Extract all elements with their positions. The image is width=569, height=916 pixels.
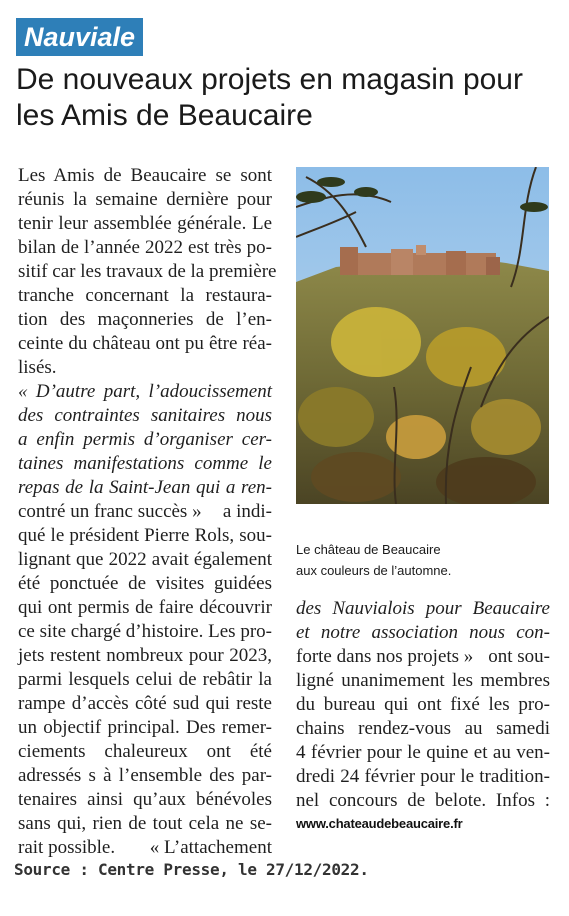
quote-line: « D’autre part, l’adoucissement xyxy=(18,381,272,402)
quote-line: a enfin permis d’organiser cer- xyxy=(18,429,272,450)
mixed-line xyxy=(18,837,272,859)
body-line: qui ont permis de faire découvrir xyxy=(18,597,272,618)
body-line: parmi lesquels celui de rebâtir la xyxy=(18,669,272,690)
body-fragment: ont sou- xyxy=(488,646,550,667)
body-line: 4 février pour le quine et au ven- xyxy=(296,742,550,763)
body-line: jets restent nombreux pour 2023, xyxy=(18,645,272,666)
body-line: sans qui, rien de tout cela ne se- xyxy=(18,813,272,834)
body-line: ceinte du château ont pu être réa- xyxy=(18,333,272,354)
body-line: sitif car les travaux de la première xyxy=(18,261,277,282)
quote-line: repas de la Saint-Jean qui a ren- xyxy=(18,477,272,498)
body-line: un objectif principal. Des remer- xyxy=(18,717,272,738)
body-line: rampe d’accès côté sud qui reste xyxy=(18,693,272,714)
body-line: réunis la semaine dernière pour xyxy=(18,189,272,210)
body-line: tenir leur assemblée générale. Le xyxy=(18,213,272,234)
photo-caption-line: Le château de Beaucaire xyxy=(296,542,441,557)
body-line: ciements chaleureux ont été xyxy=(18,741,272,762)
mixed-line xyxy=(296,646,550,668)
quote-line: et notre association nous con- xyxy=(296,622,550,643)
body-line: chains rendez-vous au samedi xyxy=(296,718,550,739)
body-line: lisés. xyxy=(18,357,57,378)
body-line: lignant que 2022 avait également xyxy=(18,549,272,570)
body-line: tenaires ainsi qu’aux bénévoles xyxy=(18,789,272,810)
quote-fragment: forte dans nos projets » xyxy=(296,646,474,667)
quote-line: des contraintes sanitaires nous xyxy=(18,405,272,426)
website-link[interactable]: www.chateaudebeaucaire.fr xyxy=(296,816,463,831)
body-line: tion des maçonneries de l’en- xyxy=(18,309,272,330)
body-line: été ponctuée de visites guidées xyxy=(18,573,272,594)
body-fragment: rait possible. xyxy=(18,837,116,858)
body-line: ce site chargé d’histoire. Les pro- xyxy=(18,621,272,642)
body-line: Les Amis de Beaucaire se sont xyxy=(18,165,272,186)
section-kicker: Nauviale xyxy=(16,18,143,56)
quote-fragment: contré un franc succès » xyxy=(18,501,202,522)
body-line: dredi 24 février pour le tradition- xyxy=(296,766,550,787)
body-line: ligné unanimement les membres xyxy=(296,670,550,691)
quote-line: des Nauvialois pour Beaucaire xyxy=(296,598,550,619)
quote-fragment: « L’attachement xyxy=(149,837,272,858)
mixed-line xyxy=(18,501,272,523)
body-line: tranche concernant la restaura- xyxy=(18,285,272,306)
body-line: qué le président Pierre Rols, sou- xyxy=(18,525,272,546)
body-line: du bureau qui ont fixé les pro- xyxy=(296,694,550,715)
body-line: adressés s à l’ensemble des par- xyxy=(18,765,272,786)
body-line: nel concours de belote. Infos : xyxy=(296,790,550,811)
castle-photo-illustration xyxy=(296,167,549,504)
quote-line: taines manifestations comme le xyxy=(18,453,272,474)
castle-photo xyxy=(296,167,549,504)
article-headline: De nouveaux projets en magasin pour les Amis de Beaucaire xyxy=(16,63,523,132)
source-credit: Source : Centre Presse, le 27/12/2022. xyxy=(14,860,369,879)
photo-caption-line: aux couleurs de l’automne. xyxy=(296,563,452,578)
body-line: bilan de l’année 2022 est très po- xyxy=(18,237,272,258)
body-fragment: a indi- xyxy=(222,501,272,522)
